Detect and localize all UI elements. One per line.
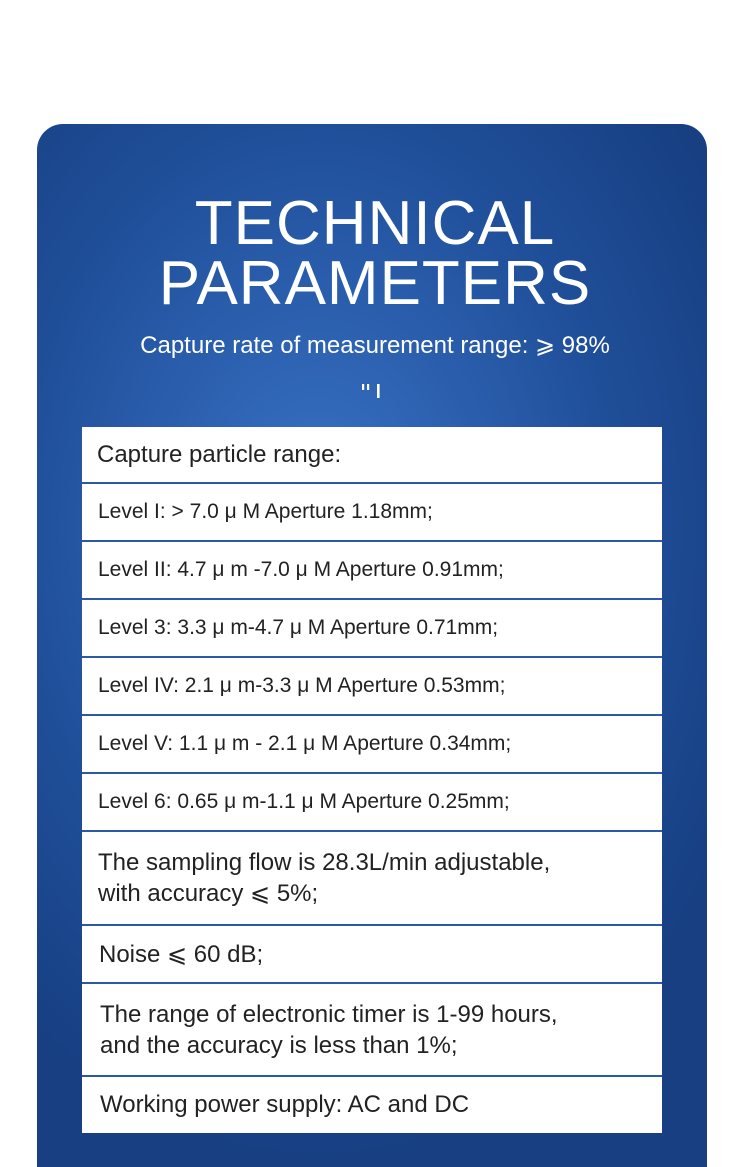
parameter-text: Level IV: 2.1 μ m-3.3 μ M Aperture 0.53mm; — [98, 674, 506, 697]
parameter-row — [82, 984, 662, 1077]
parameter-row — [82, 600, 662, 658]
parameter-row — [82, 926, 662, 984]
parameter-row — [82, 542, 662, 600]
parameter-text: with accuracy ⩽ 5%; — [98, 880, 319, 907]
page-title-line2: PARAMETERS — [158, 249, 592, 318]
parameter-row — [82, 1077, 662, 1133]
parameter-row — [82, 774, 662, 832]
subtitle: Capture rate of measurement range: ⩾ 98% — [140, 332, 610, 359]
parameter-text: Level V: 1.1 μ m - 2.1 μ M Aperture 0.34mm; — [98, 732, 512, 755]
separator-mark-icon — [361, 384, 385, 398]
parameter-text: Level 6: 0.65 μ m-1.1 μ M Aperture 0.25mm; — [98, 790, 510, 813]
parameter-text: The range of electronic timer is 1-99 hours, — [100, 1000, 558, 1028]
parameter-text: Level II: 4.7 μ m -7.0 μ M Aperture 0.91mm; — [98, 558, 504, 581]
parameter-row — [82, 832, 662, 926]
parameter-text: The sampling flow is 28.3L/min adjustable, — [98, 849, 551, 876]
parameter-row-heading — [82, 427, 662, 484]
parameter-text-block — [98, 847, 550, 909]
parameter-text-block — [100, 999, 558, 1061]
parameter-text: and the accuracy is less than 1%; — [100, 1031, 458, 1059]
parameter-text: Noise ⩽ 60 dB; — [99, 940, 264, 968]
parameter-row — [82, 716, 662, 774]
parameter-row — [82, 484, 662, 542]
parameter-text: Capture particle range: — [97, 440, 342, 468]
parameters-table — [82, 427, 662, 1133]
page-title-line1: TECHNICAL — [194, 189, 556, 258]
parameter-text: Level 3: 3.3 μ m-4.7 μ M Aperture 0.71mm; — [98, 616, 499, 639]
parameter-row — [82, 658, 662, 716]
parameter-text: Level I: > 7.0 μ M Aperture 1.18mm; — [98, 500, 433, 523]
parameter-text: Working power supply: AC and DC — [100, 1091, 470, 1118]
